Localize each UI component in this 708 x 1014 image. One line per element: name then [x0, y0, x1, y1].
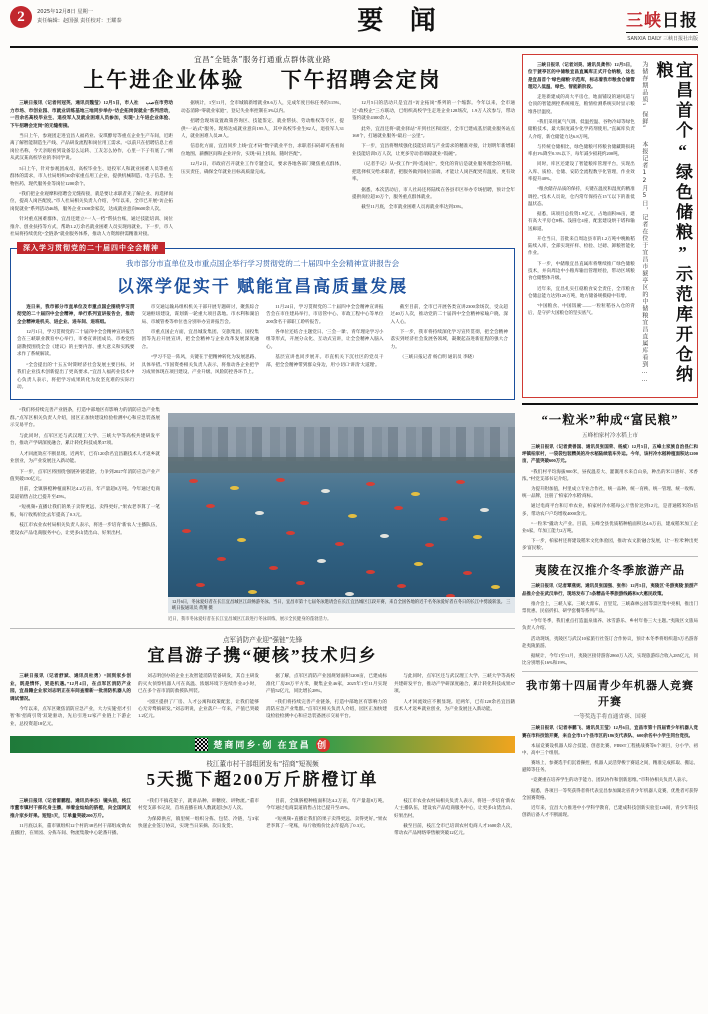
spotlight-para: 各单位还结合主题党日、'三会一课'、青年理论学习小组等形式，开展分众化、互动式宣讲，让全会精神入脑入心。 [266, 328, 384, 349]
lead-para: 针对重点困难群体，宜昌还建立“一人一档”帮扶台账，通过技能培训、岗位推介、创业扶持等方式，帮助1.2万余名就业困难人员实现再就业。下一步，市人社局将持续优化“全链条”就业服务体系，推动人力资源供需精准对接。 [10, 216, 173, 237]
orange-para: “短视频+直播让我们的果子卖得更远、卖得更好。”果农老李算了一笔账，每斤收购价比去年提高了0.3元。 [266, 815, 387, 829]
lead-columns [10, 99, 515, 240]
tourism-headline: 夷陵在汉推介冬季旅游产品 [535, 565, 685, 578]
rice-story [522, 410, 698, 551]
engineer-para: 刘志明创办的企业主攻智能消防装备研发，其自主研发的灭火侦察机器人可在高温、浓烟环境下连续作业4小时，已在多个省市消防救援队列装。 [138, 673, 259, 694]
spotlight-para: 基层宣讲也同步展开。市直机关下沉社区的党员干部，把全会精神带到群众身边，用'小切口'讲清'大道理'。 [266, 354, 384, 367]
campaign-banner-label: 楚商同乡·创 在宜昌 [213, 740, 311, 751]
spotlight-para: 连日来，我市部分市直单位及市重点国企围绕学习贯彻党的二十届四中全会精神，举行系列宣讲报告会，推动全会精神进机关、进企业、进车间、进班组。 [17, 303, 135, 324]
spotlight-para: 11月24日，学习贯彻党的二十届四中全会精神宣讲报告会在市住建局举行，市房管中心、市政工程中心等单位200余名干部职工聆听报告。 [266, 303, 384, 324]
section-title: 要 闻 [357, 6, 446, 35]
rice-para: 三峡日报讯（记者黄善国、通讯员张国荣、杨威）12月5日，五峰土家族自治县仁和坪镇柏家村，一袋袋包装精美的冷水稻陆续装车外运。今年，该村冷水稻种植面积达1200亩，产值突破600万元。 [522, 444, 698, 464]
orange-col-2 [138, 797, 259, 840]
spotlight-col-3 [266, 303, 384, 394]
green-grain-para: 三峡日报讯（记者刘昊、通讯员龚伟）12月5日，位于猇亭区的中储粮宜昌直属库正式开仓纳粮，这也是宜昌首个'绿色储粮'示范库，标志着我市粮食仓储管理迈入低温、绿色、智能新阶段。 [528, 62, 635, 89]
photo-subcaption: 近日，我市冬泳爱好者在长江宜昌城区江段进行冬泳训练，展示全民健身的蓬勃活力。 [168, 616, 332, 622]
engineer-para: 与此同时，点军区还与武汉理工大学、三峡大学等高校共建研发平台，推动产学研深度融合，累计转化科技成果37项。 [394, 673, 515, 694]
engineer-para: 人才回流效应不断显现。近两年，已有120余名宜昌籍技术人才返乡就业创业，为产业发展注入新动能。 [394, 698, 515, 712]
robot-para: 三峡日报讯（记者李鹏飞、通讯员王莹）12月6日，宜昌市第十四届青少年机器人竞赛在市科技馆开赛，来自全市13个县市区的186支代表队、600余名中小学生同台竞技。 [522, 725, 698, 738]
green-grain-kicker: 为储存期品质“保鲜” 本报记者12月5日，记者在位于宜昌市猇亭区的中储粮宜昌直属库看到…… [640, 61, 648, 384]
spotlight-para: 市重点国企方面，宜昌城发集团、交旅集团、国投集团等先后开展宣讲，把全会精神与企业改革发展深度融合。 [141, 328, 259, 349]
masthead-right [578, 6, 698, 42]
lead-headline-left: 上午进企业体验 [83, 68, 245, 92]
engineer-col-2 [138, 672, 259, 730]
paper-logo-red: 三峡 [626, 11, 662, 30]
lead-para: 三峡日报讯（记者何冠英、通讯员魏莹）12月5日，市人社局ًصب在市劳动力市场、市创业园、市就业训练基地三地同步举办“访企拓岗促就业”系列活动，一百余名高校毕业生、退役军人及就业困难人员参加，实现“上午进企业体验、下午招聘会定岗”的无缝衔接。 [10, 100, 173, 128]
lead-para: 下一步，宜昌将继续强化技能培训与产业需求的精准对接，计划明年新增职业技能培训5万人次，让更多劳动者端稳就业“饭碗”。 [352, 143, 515, 156]
engineer-para: 三峡日报讯（记者舒斌、通讯员杜勇）“回到家乡创业，既是情怀，更是机遇。”12月4日，在点军区消防产业园，宜昌籍企业家刘志明正在车间查看新一批消防机器人的调试情况。 [10, 673, 131, 701]
lead-col-3 [352, 99, 515, 240]
paper-logo-sub: SANXIA DAILY 三峡日报社出版 [627, 36, 698, 42]
orange-para: 枝江市农业农村局相关负责人表示，将进一步培育'新农人'主播队伍，建设农产品电商服务中心，让更多山货出山、好果出村。 [394, 797, 515, 818]
photo-caption-credit: 三峡日报通讯员 黄翔 摄 [172, 598, 511, 610]
robot-para: 近年来，宜昌大力推进中小学科学教育，已建成科技创新实验室126间，青少年科技创新后备人才不断涌现。 [522, 805, 698, 818]
tourism-para: 推介会上，三峡人家、三峡大瀑布、百里荒、三峡森林公园等景区集中亮相，推出门票优惠、民宿折扣、研学套餐等系列产品。 [522, 600, 698, 613]
green-grain-para: 下一步，中储粮宜昌直属库将继续推广绿色储粮技术，并向周边中小粮库输出管理经验，带动区域粮食仓储整体升级。 [528, 260, 635, 281]
spotlight-col-1 [17, 303, 135, 394]
photo-side-text [10, 406, 160, 622]
green-grain-para: 与传统仓储相比，绿色储粮可将粮食储藏期损耗率由1%降至0.3%以下，每年减少损耗约200吨。 [528, 143, 635, 157]
masthead-dateline [37, 6, 122, 26]
side-para: “我们将持续完善产业链条，打造中部地区有影响力的消防应急产业集群。”点军区相关负责人介绍，园区正加快建设检验检测中心和应急装备展示交易平台。 [10, 407, 160, 428]
editor-credits: 责任编辑：赵国强 责任校对：王耀泰 [37, 17, 122, 24]
photo-wrap [168, 406, 515, 622]
photo-side-col [10, 406, 160, 536]
side-para: 目前，全镇脐橙种植面积达4.2万亩，年产量超8万吨。今年通过电商渠道销售占比已提升至45%。 [10, 486, 160, 499]
robot-headline: 我市第十四届青少年机器人竞赛开赛 [526, 680, 694, 709]
lead-para: 招聘会现场设置政策咨询区、技能鉴定、就业帮扶、劳动维权等专区，提供“一站式”服务。现场达成就业意向195人，其中高校毕业生82人，退役军人31人，就业困难人员28人。 [181, 118, 344, 138]
side-para: 人才回流效应不断显现。近两年，已有120余名宜昌籍技术人才返乡就业创业，为产业发展注入新动能。 [10, 450, 160, 464]
spotlight-para: “学习不是一阵风，关键在于把精神转化为发展思路、具体举措。”市国资委相关负责人表示，将推动各企业把学习成果体现在项目建设、产业升级、风险防控各环节上。 [141, 354, 259, 375]
engineer-para: “园区提供了厂房、人才公寓和政策配套，让我们能够心无旁骛搞研发。”刘志明说，企业落户一年来，产值已突破1.2亿元。 [138, 698, 259, 719]
lead-para: 据统计，1至11月，全市城镇新增就业8.6万人，完成年度目标任务的115%，动态消除“零就业家庭”，登记失业率控制在3%以内。 [181, 100, 344, 113]
page-body [10, 54, 698, 1014]
orange-headline: 5天揽下超200万斤脐橙订单 [146, 770, 379, 790]
robot-para: 本届竞赛设机器人综合技能、创意比赛、FIRST工程挑战赛等6个项目，分小学、初中、高中三个组别。 [522, 742, 698, 755]
spotlight-col-2 [142, 303, 260, 394]
green-grain-para: 开仓当日，首批来自周边县市的1.2万吨中晚籼稻陆续入库，全部实现扦样、检验、过磅、卸粮智能化作业。 [528, 235, 635, 256]
right-column [522, 54, 698, 1014]
photo-block [10, 406, 515, 622]
spotlight-tag: 深入学习贯彻党的二十届四中全会精神 [17, 242, 165, 254]
green-grain-para: 近年来，宜昌扎实扛稳粮食安全责任，全市粮食仓储总能力达到120万吨，地方储备规模稳中有增。 [528, 285, 635, 298]
rice-subhead: 五峰柏家村冷水稻上市 [582, 433, 638, 439]
green-grain-body [528, 61, 635, 391]
spotlight-para: 截至目前，全市已开展各类宣讲2300余场次，受众超过40万人次，推动党的二十届四中全会精神家喻户晓、深入人心。 [390, 303, 508, 324]
engineer-para: 据了解，点军区消防产业园规划面积1200亩，已建成标准化厂房28万平方米，聚集企业46家，2025年1至11月实现产值52亿元，同比增长28%。 [266, 673, 387, 694]
engineer-columns [10, 672, 515, 730]
engineer-col-3 [266, 672, 387, 730]
green-grain-para: '中国粮食、中国饭碗'——一粒粒稻谷入仓的背后，是守护大国粮仓的坚实底气。 [528, 303, 635, 316]
photo-shore [168, 457, 515, 473]
side-para: “短视频+直播让我们的果子卖得更远、卖得更好。”果农老李算了一笔账，每斤收购价比去年提高了0.3元。 [10, 504, 160, 517]
lead-para: 12月5日的活动只是宜昌“访企拓岗”系列的一个缩影。今年以来，全市通过“政校企”三方联动，已组织高校学生走进企业128场次，1.9万人次参与，带动签约就业4300余人。 [352, 100, 515, 121]
side-para: 与此同时，点军区还与武汉理工大学、三峡大学等高校共建研发平台，推动产学研深度融合，累计转化科技成果37项。 [10, 432, 160, 446]
robot-para: “竞赛重在培养学生的动手能力、团队协作和创新思维。”市科协相关负责人表示。 [531, 777, 691, 783]
engineer-kicker: 点军消防产业迎“强链”先锋 [222, 635, 303, 644]
left-column [10, 54, 515, 1014]
spotlight-columns [17, 303, 508, 394]
photo-caption [168, 597, 515, 614]
engineer-headline: 宜昌游子携“硬核”技术归乡 [147, 645, 378, 665]
rice-para: “我们村平均海拔900米，昼夜温差大、灌溉用水来自山泉，种出的米口感好、米香浓。”村党支部书记介绍。 [522, 468, 698, 481]
photo-skyline [168, 427, 515, 461]
divider [10, 628, 515, 629]
green-grain-para: 据悉，该项目总投资1.9亿元，占地面积86亩，建有高大平房仓8栋、浅圆仓4座，配套建设烘干塔和输送廊道。 [528, 211, 635, 231]
engineer-story [10, 634, 515, 730]
tourism-para: “今年冬季，我们重点打造温泉康养、冰雪游乐、乡村年俗三大主题。”夷陵区文旅局负责人介绍。 [522, 618, 698, 631]
masthead-left [10, 6, 225, 28]
orange-col-4 [394, 797, 515, 840]
side-para: 下一步，点军区将围绕'强链补链延链'，力争到2027年消防应急产业产值突破150亿元。 [10, 468, 160, 481]
qr-code-icon [195, 738, 208, 751]
lead-headline-right: 下午招聘会定岗 [280, 68, 442, 92]
spotlight-para: 12月1日，学习贯彻党的二十届四中全会精神宣讲报告会在三峡职业教育中心举行，市委宣讲团成员、市委党校副教授围绕全会《建议》的主要内容、重大意义和实践要求作了系统解读。 [17, 328, 135, 357]
cold-swim-photo [168, 413, 515, 613]
robot-para: 赛场上，参赛选手们沉着操控，机器人灵活穿梭于赛道之间，精准完成抓取、搬运、避障等任务。 [522, 760, 698, 773]
rice-para: 通过电商平台和订单农业，柏家村冷水稻每公斤售价达到12元，是普通稻米的3倍多，带动农户户均增收4000余元。 [522, 503, 698, 516]
page-number-badge: 2 [10, 6, 32, 28]
robot-body [522, 724, 698, 818]
tourism-para: 活动现场，夷陵区与武汉10家旅行社签订合作协议，预计本冬季将组织超5万名游客赴夷陵旅游。 [522, 635, 698, 648]
campaign-banner [10, 736, 515, 753]
engineer-col-4 [394, 672, 515, 730]
lead-para: 12月2日，市政府召开就业工作专题会议，要求各地各部门聚焦重点群体，压实责任，确保全年就业目标高质量完成。 [181, 161, 344, 174]
green-grain-title-wrap [528, 61, 692, 391]
green-grain-story [522, 54, 698, 398]
orange-para: 为保障供应，镇里统一组织分拣、包装、冷链，与3家快递企业签订协议，实现'当日采摘、次日发货'。 [138, 815, 259, 829]
rice-para: “一粒米”撬动大产业。目前，五峰全县优质稻种植面积达4.6万亩，建成稻米加工企业6家，年加工能力2万吨。 [522, 520, 698, 533]
orange-para: “我们不搞花架子，就讲品种、讲糖度、讲物流。”董市村党支部书记说，首场直播在线人数就超过8万人次。 [138, 797, 259, 811]
lead-para: 5日上午，针对参观团成员、高校毕业生、退役军人和就业困难人员等重点群体的需求，市人社局组织30余家重点用工企业，提供机械制造、电子信息、生物医药、现代服务业等岗位1200余个。 [10, 165, 173, 186]
rice-para: 下一步，柏家村还将建设稻米文化体验园，推动'农文旅'融合发展，让'一粒米'种出更多'富民粮'。 [522, 538, 698, 551]
lead-headline [10, 68, 515, 93]
spotlight-story [10, 243, 515, 401]
divider [522, 403, 698, 405]
green-grain-para: 走进新建成的高大平房仓，地面铺设的通风道与仓顶的智能测控系统相连，粮情检测系统实时显示粮堆各层温度。 [528, 94, 635, 114]
lead-col-1 [10, 99, 173, 240]
tourism-body [522, 582, 698, 666]
spotlight-subhead: 我市部分市直单位及市重点国企举行学习贯彻党的二十届四中全会精神宣讲报告会 [125, 258, 400, 268]
orange-para: 目前，全镇脐橙种植面积达4.2万亩，年产量超8万吨。今年通过电商渠道销售占比已提升至45%。 [266, 797, 387, 811]
tourism-para: 三峡日报讯（记者覃燕妮、通讯员张国强、张伟）12月5日，夷陵区'冬游夷陵'旅游产品推介会在武汉举行，现场发布了5条精品冬季旅游线路和6大惠民政策。 [522, 583, 698, 596]
rice-headline: “一粒米”种成“富民粮” [541, 413, 679, 427]
green-grain-para: 同时，库区还建设了智能粮库管理平台，实现出入库、质检、仓储、安防全流程数字化管理，作业效率提升40%。 [528, 161, 635, 181]
lead-story [10, 54, 515, 241]
orange-para: 11月底以来，董市镇组织12个村的38名村干部组成'助农直播团'，在果园、分拣车间、物流集散中心轮番开播。 [10, 823, 131, 836]
masthead [10, 6, 698, 48]
paper-logo [626, 6, 698, 33]
rice-body [522, 443, 698, 551]
paper-logo-rest: 日报 [662, 11, 698, 30]
orange-story [10, 758, 515, 840]
green-grain-headline: 宜昌首个“绿色储粮”示范库开仓纳粮 [653, 61, 692, 385]
lead-para: 据悉，本次活动后，市人社局还将陆续在各县市区举办专场招聘，预计全年提供岗位超10万个，服务重点群体就业。 [352, 186, 515, 199]
lead-para: 截至11月底，全市就业困难人员再就业率达到33%。 [361, 204, 466, 210]
spotlight-para: 市交通运输局组织机关干部开展专题研讨，聚焦综合交通枢纽建设，谋划新一轮重大项目落地。市水利和湖泊局、市城管委等单位也分别举办宣讲报告会。 [141, 303, 259, 324]
orange-columns [10, 797, 515, 840]
date-line: 2025年12月8日 星期一 [37, 9, 93, 15]
orange-kicker: 枝江董市村干部组团发布“招商”短视频 [206, 760, 319, 769]
orange-col-3 [266, 797, 387, 840]
robot-para: 据悉，各项目一等奖获得者将代表宜昌参加湖北省青少年机器人竞赛，优胜者可获得全国赛资格。 [522, 787, 698, 800]
divider [522, 671, 698, 672]
orange-para: 三峡日报讯（记者雷鹏程、通讯员李杰）镜头前，枝江市董市镇村干部化身主播，举着金灿灿的脐橙，向全国网友推介家乡好果。短短5天，订单量突破200万斤。 [10, 797, 131, 818]
photo-swimmers [168, 473, 515, 613]
green-grain-para: “我们采用氮气气调、低温控温、谷物冷却等绿色储粮技术，最大限度减少化学药剂使用。”直属库负责人介绍，新仓储能力达6.8万吨。 [528, 118, 635, 139]
green-grain-para: “粮食储存品质的保持，关键在温度和湿度的精准调控。”技术人员说，仓内常年保持在15℃以下的准低温状态。 [528, 186, 635, 206]
robot-contest-story [522, 677, 698, 818]
engineer-para: “我们将持续完善产业链条，打造中部地区有影响力的消防应急产业集群。”点军区相关负责人介绍，园区正加快建设检验检测中心和应急装备展示交易平台。 [266, 698, 387, 719]
spotlight-byline: （三峡日报记者 杨自明 通讯员 李晓） [399, 354, 477, 360]
lead-para: 信息化方面，宜昌同步上线“宜才码”数字就业平台，求职者扫码即可查看岗位地图、薪酬区间和企业评价，实现“码上找岗、随时匹配”。 [181, 143, 344, 156]
spotlight-col-4 [391, 303, 509, 394]
rice-para: 为提升附加值，村里成立专业合作社，统一品种、统一育秧、统一管理、统一收购、统一品牌，注册了'柏家冷水稻'商标。 [522, 485, 698, 499]
orange-col-1 [10, 797, 131, 840]
spotlight-para: 下一步，我市将持续深化学习宣传贯彻，把全会精神落实到经济社会发展各领域，凝聚起奋进新征程的强大合力。 [390, 328, 508, 349]
engineer-para: 今年以来，点军区聚焦消防应急产业，大力实施'招才引智'和'招商引资'双轮驱动，先后引进12家产业链上下游企业，总投资超18亿元。 [10, 706, 131, 726]
orange-para: 截至目前，枝江全市已培训农村电商人才1600余人次，带动农产品网络零售额突破12亿元。 [394, 823, 515, 836]
engineer-col-1 [10, 672, 131, 730]
lead-col-2 [181, 99, 344, 240]
divider [522, 556, 698, 557]
lead-para: 当日上午，参观团走进宜昌人福药业、安琪酵母等重点企业生产车间，近距离了解智能制造生产线、产品研发流程和岗位用工需求。“以前只在招聘信息上看岗位名称，今天亲眼看到设备怎么运转、工友怎么协作，心里一下子有底了。”刚从武汉某高校毕业的李同学说。 [10, 132, 173, 161]
photo-caption-text: 12月6日，冬泳爱好者在长江宜昌城区江段畅游冬泳。当日，宜昌市第十七届冬泳邀请会在长江宜昌城区江段开赛，来自全国各地的近千名冬泳爱好者在冬日的长江中劈波斩浪。 [172, 598, 506, 604]
spotlight-para: “全会提出的'十五五'时期经济社会发展主要目标，对我们企业技术创新提出了更高要求。”宜昌人福药业技术中心负责人表示，将把学习成果转化为攻坚克难的实际行动。 [17, 361, 135, 389]
lead-para: 此外，宜昌还将“就业驿站”开到社区和园区，全市已建成基层就业服务站点168个，打通就业服务“最后一公里”。 [352, 125, 515, 138]
lead-para: （记者手记）从“找工作”到“选岗位”，变化的背后是就业服务理念的升级。把选择权交给求职者，把服务做到岗位前端，才能让人岗匹配更有温度、更有效率。 [352, 161, 515, 182]
lead-para: “我们把企业观摩和招聘会无缝衔接，就是要让求职者先了解企业、再选择岗位，提高人岗匹配度。”市人社局相关负责人介绍，今年以来，全市已开展“访企拓岗促就业”系列活动46场，服务企业1300余家次，达成就业意向8600余人次。 [10, 191, 173, 211]
yiling-tourism-story [522, 562, 698, 666]
lead-kicker: 宜昌“全链条”服务打通重点群体就业路 [194, 55, 331, 64]
tourism-para: 据统计，今年1至11月，夷陵区接待游客2860万人次，实现旅游综合收入285亿元，同比分别增长16%和19%。 [522, 652, 698, 666]
seal-icon: 创 [316, 738, 330, 752]
section-title-wrap [225, 6, 578, 34]
side-para: 枝江市农业农村局相关负责人表示，将进一步培育'新农人'主播队伍，建设农产品电商服务中心，让更多山货出山、好果出村。 [10, 522, 160, 535]
robot-subhead: 一等奖选手将直通省赛、国赛 [573, 714, 647, 721]
spotlight-headline: 以深学促实干 赋能宜昌高质量发展 [116, 276, 409, 296]
